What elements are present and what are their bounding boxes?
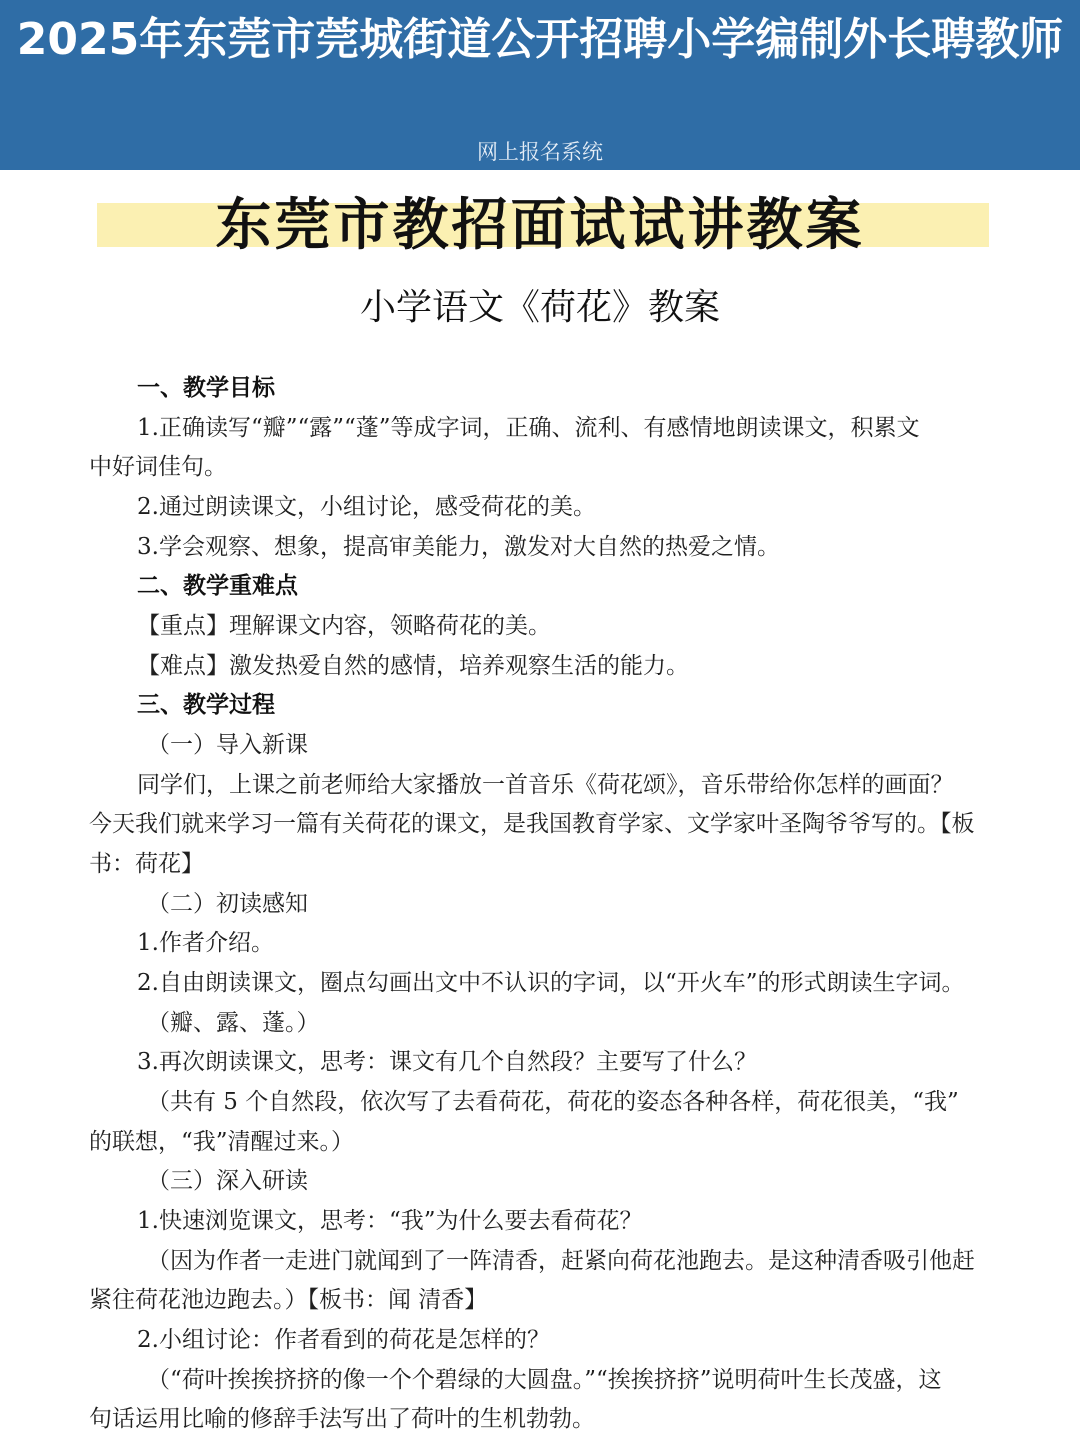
header-banner (0, 0, 1080, 170)
body-line: 同学们，上课之前老师给大家播放一首音乐《荷花颂》，音乐带给你怎样的画面？ (137, 772, 954, 798)
body-line: 1.快速浏览课文，思考：“我”为什么要去看荷花？ (137, 1208, 643, 1234)
system-subtitle: 网上报名系统 (477, 140, 603, 164)
section-heading-key-points: 二、教学重难点 (137, 573, 298, 599)
body-line: 1.正确读写“瓣”“露”“蓬”等成字词，正确、流利、有感情地朗读课文，积累文 (137, 415, 920, 441)
body-line: 句话运用比喻的修辞手法写出了荷叶的生机勃勃。 (89, 1406, 595, 1432)
body-line: 中好词佳句。 (89, 454, 227, 480)
section-heading-objectives: 一、教学目标 (137, 375, 275, 401)
body-line: 2.通过朗读课文，小组讨论，感受荷花的美。 (137, 494, 596, 520)
body-line: （“荷叶挨挨挤挤的像一个个碧绿的大圆盘。”“挨挨挤挤”说明荷叶生长茂盛，这 (147, 1367, 942, 1393)
body-line: 1.作者介绍。 (137, 930, 274, 956)
body-line: 紧往荷花池边跑去。）【板书：闻 清香】 (89, 1287, 488, 1313)
subsection-heading: （二）初读感知 (147, 891, 308, 917)
lesson-title: 小学语文《荷花》教案 (359, 287, 720, 328)
document-title: 东莞市教招面试试讲教案 (215, 192, 865, 258)
section-heading-process: 三、教学过程 (137, 692, 275, 718)
body-line: 3.再次朗读课文，思考：课文有几个自然段？主要写了什么？ (137, 1049, 757, 1075)
body-line: （因为作者一走进门就闻到了一阵清香，赶紧向荷花池跑去。是这种清香吸引他赶 (147, 1248, 975, 1274)
body-line: 2.小组讨论：作者看到的荷花是怎样的？ (137, 1327, 550, 1353)
body-line: （瓣、露、蓬。） (147, 1010, 320, 1036)
body-line: （共有 5 个自然段，依次写了去看荷花，荷花的姿态各种各样，荷花很美，“我” (147, 1089, 959, 1115)
body-line: 【难点】激发热爱自然的感情，培养观察生活的能力。 (137, 653, 689, 679)
body-line: 2.自由朗读课文，圈点勾画出文中不认识的字词，以“开火车”的形式朗读生字词。 (137, 970, 965, 996)
body-line: 3.学会观察、想象，提高审美能力，激发对大自然的热爱之情。 (137, 534, 780, 560)
body-line: 书：荷花】 (89, 851, 204, 877)
body-line: 的联想，“我”清醒过来。） (89, 1129, 355, 1155)
subsection-heading: （三）深入研读 (147, 1168, 308, 1194)
subsection-heading: （一）导入新课 (147, 732, 308, 758)
body-line: 【重点】理解课文内容，领略荷花的美。 (137, 613, 551, 639)
recruitment-title: 2025年东莞市莞城街道公开招聘小学编制外长聘教师 (16, 14, 1064, 65)
body-line: 今天我们就来学习一篇有关荷花的课文，是我国教育学家、文学家叶圣陶爷爷写的。【板 (89, 811, 975, 837)
